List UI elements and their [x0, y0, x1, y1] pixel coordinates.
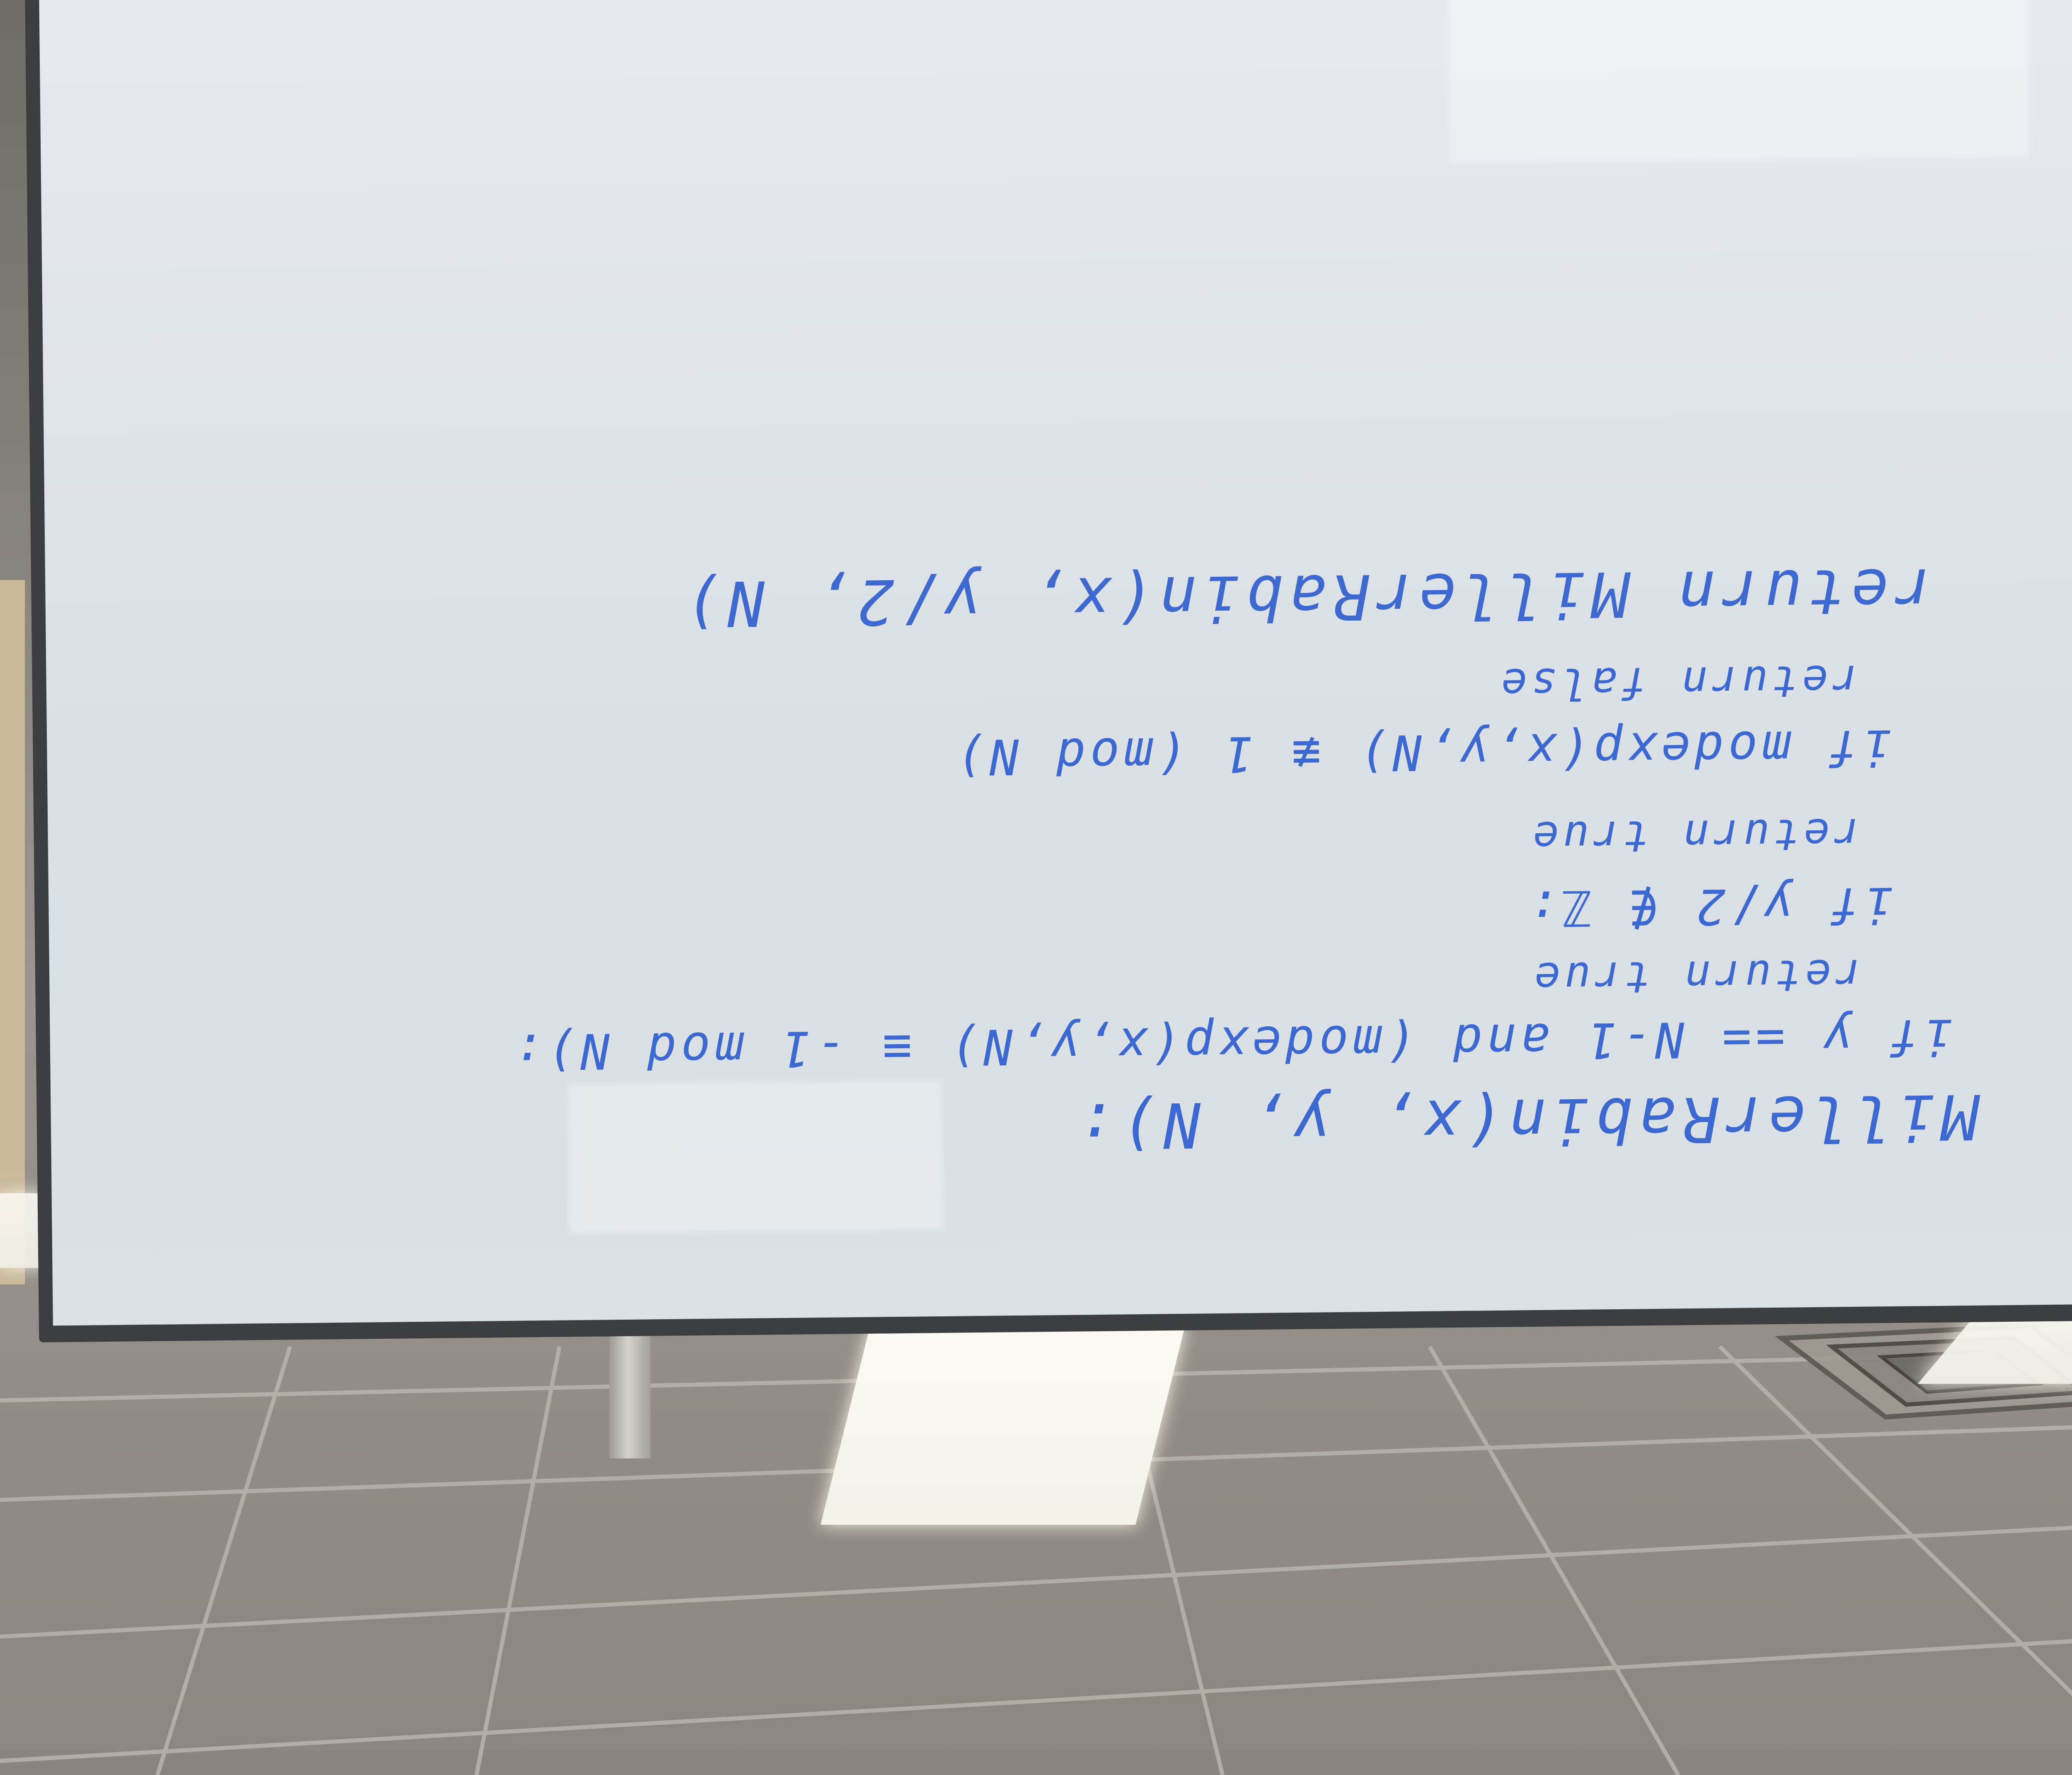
- handwritten-line-5: return true: [1528, 808, 1860, 863]
- ceiling-light-center: [821, 1326, 1185, 1525]
- whiteboard-frame: [25, 0, 2072, 1342]
- handwriting-area: [39, 0, 2072, 1325]
- whiteboard-surface: [39, 0, 2072, 1325]
- handwritten-line-2: if y == N-1 and (modexp(x,y,N) ≡ -1 mod N):: [508, 1008, 1953, 1081]
- handwritten-line-1: MillerRabin(x, y, N):: [1070, 1080, 1979, 1162]
- support-post: [609, 1334, 651, 1458]
- handwritten-line-3: return true: [1530, 949, 1861, 1004]
- handwritten-line-8: return MillerRabin(x, y/2, N): [678, 554, 1932, 640]
- handwritten-line-6: if modexp(x,y,N) ≢ 1 (mod N): [951, 718, 1893, 786]
- handwritten-line-7: return false: [1496, 655, 1859, 710]
- handwritten-line-4: if y/2 ∉ ℤ:: [1524, 876, 1894, 938]
